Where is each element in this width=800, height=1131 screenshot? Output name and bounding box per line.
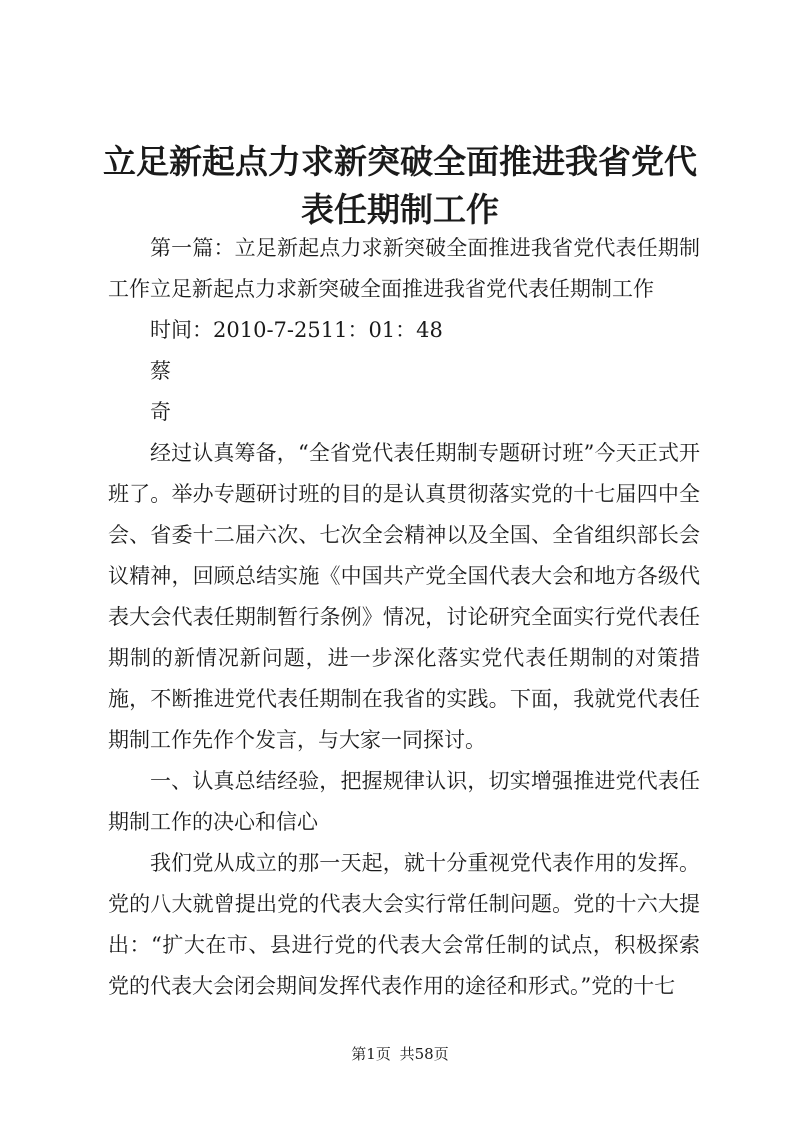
paragraph-time: 时间：2010-7-2511：01：48 [150, 318, 443, 342]
total-pages: 共58页 [399, 1045, 449, 1063]
paragraph-author-surname: 蔡 [150, 359, 171, 383]
document-title: 立足新起点力求新突破全面推进我省党代表任期制工作 [103, 142, 697, 229]
paragraph-author-given-name: 奇 [150, 400, 171, 424]
paragraph-section-heading: 一、认真总结经验，把握规律认识，切实增强推进党代表任期制工作的决心和信心 [108, 769, 700, 834]
paragraph-history: 我们党从成立的那一天起，就十分重视党代表作用的发挥。党的八大就曾提出党的代表大会实行常任制问题。党的十六大提出：“扩大在市、县进行党的代表大会常任制的试点，积极探索党的代表大会闭会期间发挥代表作用的途径和形式。”党的十七 [108, 851, 700, 998]
document-body [108, 228, 700, 1007]
paragraph-heading: 第一篇：立足新起点力求新突破全面推进我省党代表任期制工作立足新起点力求新突破全面推进我省党代表任期制工作 [108, 236, 700, 301]
page-number: 第1页 [351, 1045, 391, 1063]
page-footer [0, 1044, 800, 1064]
paragraph-intro: 经过认真筹备，“全省党代表任期制专题研讨班”今天正式开班了。举办专题研讨班的目的是认真贯彻落实党的十七届四中全会、省委十二届六次、七次全会精神以及全国、全省组织部长会议精神，回顾总结实施《中国共产党全国代表大会和地方各级代表大会代表任期制暂行条例》情况，讨论研究全面实行党代表任期制的新情况新问题，进一步深化落实党代表任期制的对策措施，不断推进党代表任期制在我省的实践。下面，我就党代表任期制工作先作个发言，与大家一同探讨。 [108, 441, 700, 752]
